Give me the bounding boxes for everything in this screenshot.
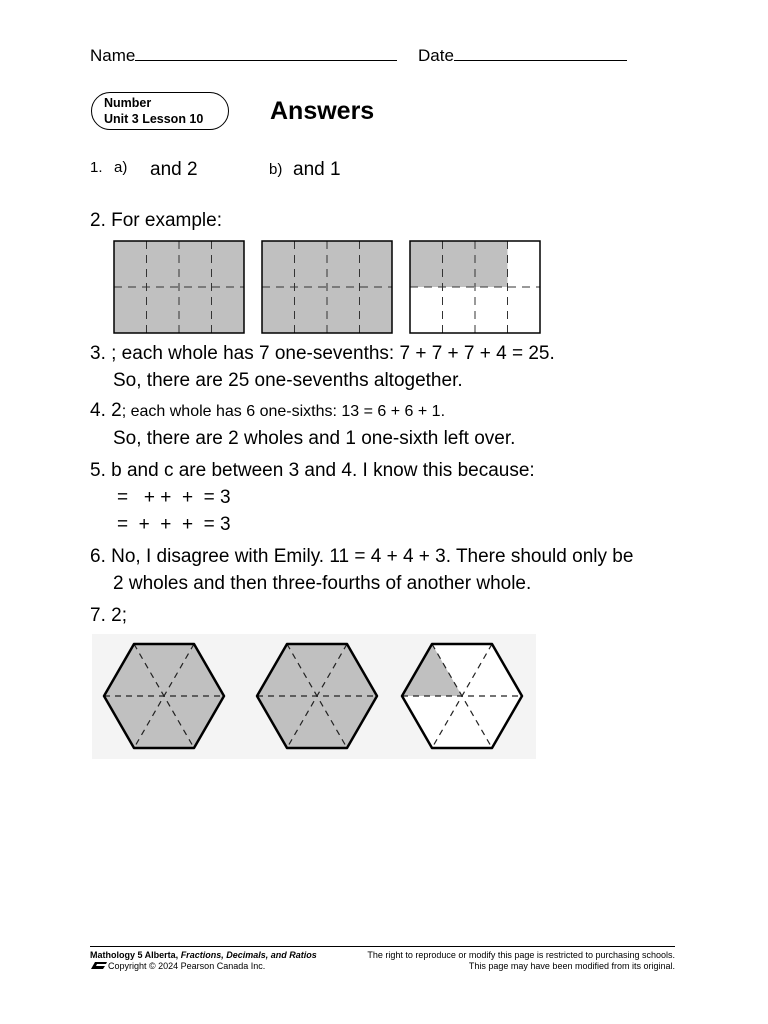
q4-lead: 4. 2 xyxy=(90,400,122,421)
rect-part xyxy=(443,241,476,287)
page-title: Answers xyxy=(270,97,375,125)
q7-text: 7. 2; xyxy=(90,605,127,626)
footer-copyright-line xyxy=(90,961,265,972)
rect-part xyxy=(443,287,476,333)
date-field[interactable] xyxy=(418,46,627,66)
date-blank[interactable] xyxy=(454,46,627,61)
rect-part xyxy=(410,241,443,287)
footer-copyright: Copyright © 2024 Pearson Canada Inc. xyxy=(108,961,266,971)
name-label: Name xyxy=(90,46,136,65)
lesson-badge xyxy=(91,92,229,130)
rect-part xyxy=(360,287,393,333)
rect-part xyxy=(410,287,443,333)
q4-line2: So, there are 2 wholes and 1 one-sixth left over. xyxy=(113,428,516,449)
rect-part xyxy=(114,287,147,333)
q5-line1: 5. b and c are between 3 and 4. I know this because: xyxy=(90,460,535,481)
q3-line2: So, there are 25 one-sevenths altogether. xyxy=(113,370,463,391)
rect-part xyxy=(262,287,295,333)
name-field[interactable] xyxy=(90,46,397,66)
badge-strand: Number xyxy=(104,96,152,110)
rect-part xyxy=(295,241,328,287)
rect-part xyxy=(295,287,328,333)
pearson-logo-icon xyxy=(90,961,108,970)
q2-text: 2. For example: xyxy=(90,210,222,231)
rect-part xyxy=(179,287,212,333)
badge-lesson: Unit 3 Lesson 10 xyxy=(104,112,204,126)
rect-part xyxy=(508,287,541,333)
q4-line1 xyxy=(90,397,445,426)
footer-rights-line1: The right to reproduce or modify this page is restricted to purchasing schools. xyxy=(367,950,675,960)
footer-book-italic: Fractions, Decimals, and Ratios xyxy=(180,950,317,960)
q3-line1: 3. ; each whole has 7 one-sevenths: 7 + 7 + 7 + 4 = 25. xyxy=(90,343,555,364)
q4-small-text: ; each whole has 6 one-sixths: 13 = 6 + 6 + 1. xyxy=(121,403,446,420)
q5-line3: = + + + = 3 xyxy=(117,514,231,535)
q1-number: 1. xyxy=(90,159,103,176)
date-label: Date xyxy=(418,46,454,65)
rect-part xyxy=(508,241,541,287)
q7-hexagons xyxy=(92,634,536,759)
rect-part xyxy=(212,241,245,287)
rect-part xyxy=(360,241,393,287)
footer-rights xyxy=(367,950,675,972)
rect-part xyxy=(147,287,180,333)
q1-b-label: b) xyxy=(269,161,283,178)
q5-line2: = + + + = 3 xyxy=(117,487,231,508)
footer-rights-line2: This page may have been modified from its original. xyxy=(468,961,675,971)
footer-book: Mathology 5 Alberta, xyxy=(90,950,181,960)
q6-line2: 2 wholes and then three-fourths of another whole. xyxy=(113,573,532,594)
rect-part xyxy=(147,241,180,287)
rect-part xyxy=(262,241,295,287)
q6-line1: 6. No, I disagree with Emily. 11 = 4 + 4 + 3. There should only be xyxy=(90,546,634,567)
rect-part xyxy=(327,287,360,333)
q2-fraction-rectangles xyxy=(110,236,550,338)
rect-part xyxy=(212,287,245,333)
q1-b-answer: and 1 xyxy=(293,159,341,180)
rect-part xyxy=(114,241,147,287)
q1-a-answer: and 2 xyxy=(150,159,198,180)
q1-a-label: a) xyxy=(114,159,128,176)
rect-part xyxy=(475,241,508,287)
footer-rule xyxy=(90,946,675,947)
rect-part xyxy=(475,287,508,333)
rect-part xyxy=(327,241,360,287)
name-blank[interactable] xyxy=(135,46,397,61)
footer-book-title xyxy=(90,950,317,961)
rect-part xyxy=(179,241,212,287)
